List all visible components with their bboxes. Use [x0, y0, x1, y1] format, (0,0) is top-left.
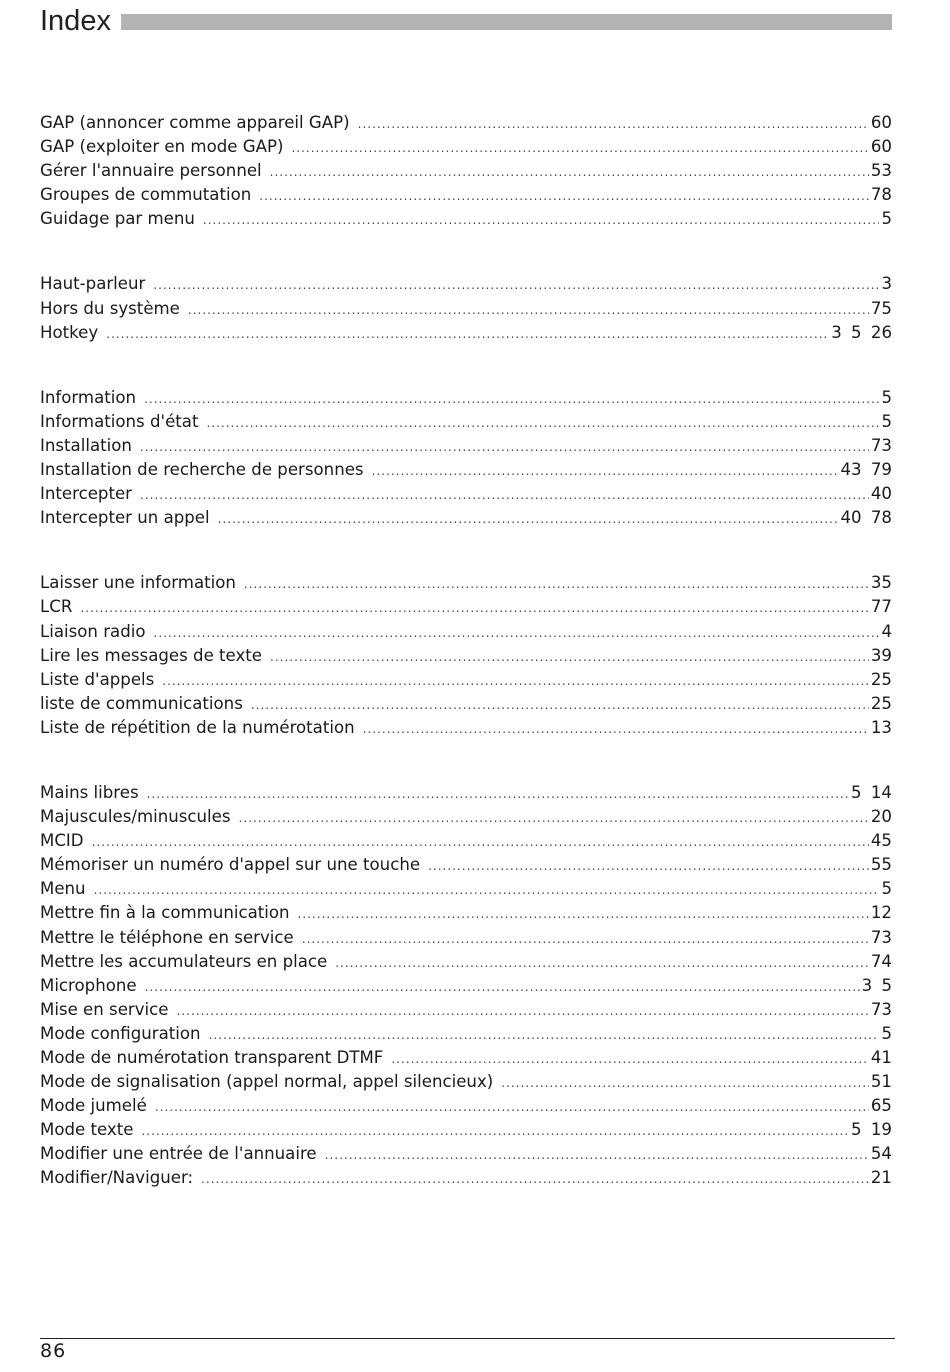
index-entry [40, 482, 892, 506]
index-page-refs: 77 [870, 597, 892, 617]
index-group [40, 571, 892, 740]
index-term: Liste de répétition de la numérotation [40, 717, 355, 737]
index-entry [40, 1094, 892, 1118]
index-page-refs: 41 [870, 1048, 892, 1067]
index-page-refs: 20 [870, 807, 892, 827]
index-page-refs: 40 [870, 484, 892, 504]
index-page-refs: 3 5 [861, 975, 892, 995]
index-entry [40, 829, 892, 853]
index-entry [40, 805, 892, 829]
dot-leader [203, 208, 880, 231]
dot-leader [428, 854, 869, 877]
index-entry [40, 668, 892, 692]
index-entry [40, 571, 892, 595]
index-entry [40, 434, 892, 458]
index-entry [40, 974, 892, 998]
index-term: Intercepter [40, 484, 132, 504]
index-page-refs: 53 [870, 161, 892, 181]
index-term: Guidage par menu [40, 209, 195, 229]
page-number: 86 [40, 1340, 67, 1362]
dot-leader [298, 902, 869, 925]
index-term: GAP (annoncer comme appareil GAP) [40, 113, 350, 132]
index-term: Mettre le téléphone en service [40, 927, 294, 947]
index-page-refs: 51 [870, 1072, 892, 1092]
dot-leader [372, 459, 839, 482]
dot-leader [155, 1095, 869, 1118]
index-term: Mains libres [40, 782, 139, 802]
index-term: Haut-parleur [40, 274, 146, 294]
index-page-refs: 25 [870, 669, 892, 689]
index-page-refs: 4 [881, 621, 892, 641]
index-page-refs: 39 [870, 645, 892, 665]
index-term: Modifier une entrée de l'annuaire [40, 1144, 317, 1164]
dot-leader [218, 507, 839, 530]
index-entry [40, 111, 892, 135]
index-term: liste de communications [40, 693, 243, 713]
index-page-refs: 5 14 [851, 782, 892, 802]
index-term: Mémoriser un numéro d'appel sur une touche [40, 855, 421, 875]
index-term: Mise en service [40, 999, 169, 1019]
dot-leader [251, 693, 869, 716]
index-page-refs: 54 [870, 1144, 892, 1164]
index-term: Intercepter un appel [40, 508, 210, 528]
index-term: Hors du système [40, 298, 180, 318]
index-term: Mode jumelé [40, 1096, 147, 1116]
dot-leader [154, 621, 880, 644]
dot-leader [140, 435, 869, 458]
index-page-refs: 5 19 [851, 1120, 892, 1140]
index-term: Mode de numérotation transparent DTMF [40, 1048, 384, 1067]
index-term: Gérer l'annuaire personnel [40, 161, 262, 181]
index-entry [40, 781, 892, 805]
index-page-refs: 5 [881, 387, 892, 407]
index-entry [40, 321, 892, 345]
index-term: MCID [40, 831, 84, 851]
index-entry [40, 716, 892, 740]
index-term: LCR [40, 597, 73, 617]
index-page-refs: 13 [870, 717, 892, 737]
index-term: Microphone [40, 975, 137, 995]
index-entry [40, 1022, 892, 1046]
index-term: Majuscules/minuscules [40, 807, 231, 827]
index-entry [40, 595, 892, 619]
index-term: Mettre fin à la communication [40, 903, 290, 923]
index-term: Groupes de commutation [40, 185, 252, 205]
index-term: Mode texte [40, 1120, 134, 1140]
dot-leader [147, 782, 849, 805]
index-group [40, 386, 892, 531]
index-page-refs: 73 [870, 435, 892, 455]
index-term: Modifier/Naviguer: [40, 1168, 194, 1188]
index-page-refs: 55 [870, 855, 892, 875]
index-page-refs: 65 [870, 1096, 892, 1116]
index-group [40, 781, 892, 1191]
index-page-refs: 60 [870, 137, 892, 157]
index-entry [40, 853, 892, 877]
index-page-refs: 12 [870, 903, 892, 923]
dot-leader [80, 596, 869, 619]
index-entry [40, 183, 892, 207]
footer-rule [40, 1338, 895, 1339]
index-page-refs: 5 [881, 879, 892, 899]
index-page-refs: 25 [870, 693, 892, 713]
index-term: Information [40, 387, 137, 407]
dot-leader [153, 273, 879, 296]
dot-leader [239, 806, 869, 829]
index-list [40, 111, 892, 1232]
index-term: Laisser une information [40, 573, 236, 593]
dot-leader [363, 717, 869, 740]
index-term: Menu [40, 879, 86, 899]
index-page-refs: 45 [870, 831, 892, 851]
dot-leader [358, 112, 869, 135]
index-term: Liaison radio [40, 621, 146, 641]
index-entry [40, 297, 892, 321]
index-entry [40, 644, 892, 668]
dot-leader [162, 669, 869, 692]
index-entry [40, 1046, 892, 1070]
index-page-refs: 5 [881, 209, 892, 229]
index-page-refs: 78 [870, 185, 892, 205]
index-entry [40, 901, 892, 925]
index-entry [40, 998, 892, 1022]
dot-leader [106, 322, 829, 345]
index-entry [40, 207, 892, 231]
index-page-refs: 3 5 26 [831, 322, 892, 342]
dot-leader [94, 878, 880, 901]
index-entry [40, 1118, 892, 1142]
dot-leader [391, 1047, 869, 1070]
dot-leader [209, 1023, 880, 1046]
dot-leader [141, 1119, 849, 1142]
dot-leader [259, 184, 869, 207]
page-title: Index [40, 5, 111, 37]
index-entry [40, 926, 892, 950]
index-term: Liste d'appels [40, 669, 155, 689]
index-page-refs: 35 [870, 573, 892, 593]
index-page-refs: 5 [881, 1023, 892, 1043]
index-page-refs: 5 [881, 411, 892, 431]
index-entry [40, 135, 892, 159]
index-entry [40, 386, 892, 410]
dot-leader [188, 298, 869, 321]
index-group [40, 111, 892, 231]
index-entry [40, 159, 892, 183]
index-entry [40, 272, 892, 296]
dot-leader [325, 1143, 869, 1166]
dot-leader [177, 999, 869, 1022]
index-term: Mettre les accumulateurs en place [40, 951, 328, 971]
index-page-refs: 40 78 [840, 508, 892, 528]
index-group [40, 272, 892, 344]
dot-leader [291, 136, 868, 159]
index-page-refs: 21 [870, 1168, 892, 1188]
dot-leader [244, 572, 869, 595]
dot-leader [144, 387, 879, 410]
dot-leader [335, 951, 869, 974]
index-term: Hotkey [40, 322, 99, 342]
index-entry [40, 1142, 892, 1166]
dot-leader [501, 1071, 869, 1094]
index-page-refs: 43 79 [840, 460, 892, 480]
header-rule-bar [121, 14, 892, 30]
index-term: Installation [40, 435, 132, 455]
index-entry [40, 1070, 892, 1094]
dot-leader [145, 975, 860, 998]
index-entry [40, 506, 892, 530]
index-page-refs: 60 [870, 113, 892, 132]
dot-leader [206, 411, 879, 434]
dot-leader [270, 645, 869, 668]
index-page-refs: 73 [870, 927, 892, 947]
dot-leader [140, 483, 869, 506]
index-term: Mode de signalisation (appel normal, appel silencieux) [40, 1072, 494, 1092]
index-entry [40, 458, 892, 482]
index-entry [40, 692, 892, 716]
page-header [40, 2, 892, 40]
index-page-refs: 73 [870, 999, 892, 1019]
dot-leader [201, 1167, 869, 1190]
index-entry [40, 410, 892, 434]
index-term: Installation de recherche de personnes [40, 460, 364, 480]
dot-leader [302, 927, 869, 950]
index-page-refs: 75 [870, 298, 892, 318]
dot-leader [270, 160, 869, 183]
dot-leader [92, 830, 869, 853]
index-page-refs: 74 [870, 951, 892, 971]
index-term: GAP (exploiter en mode GAP) [40, 137, 284, 157]
index-term: Lire les messages de texte [40, 645, 263, 665]
index-term: Mode configuration [40, 1023, 201, 1043]
index-entry [40, 1166, 892, 1190]
index-entry [40, 877, 892, 901]
index-entry [40, 620, 892, 644]
index-term: Informations d'état [40, 411, 199, 431]
index-entry [40, 950, 892, 974]
index-page-refs: 3 [881, 274, 892, 294]
